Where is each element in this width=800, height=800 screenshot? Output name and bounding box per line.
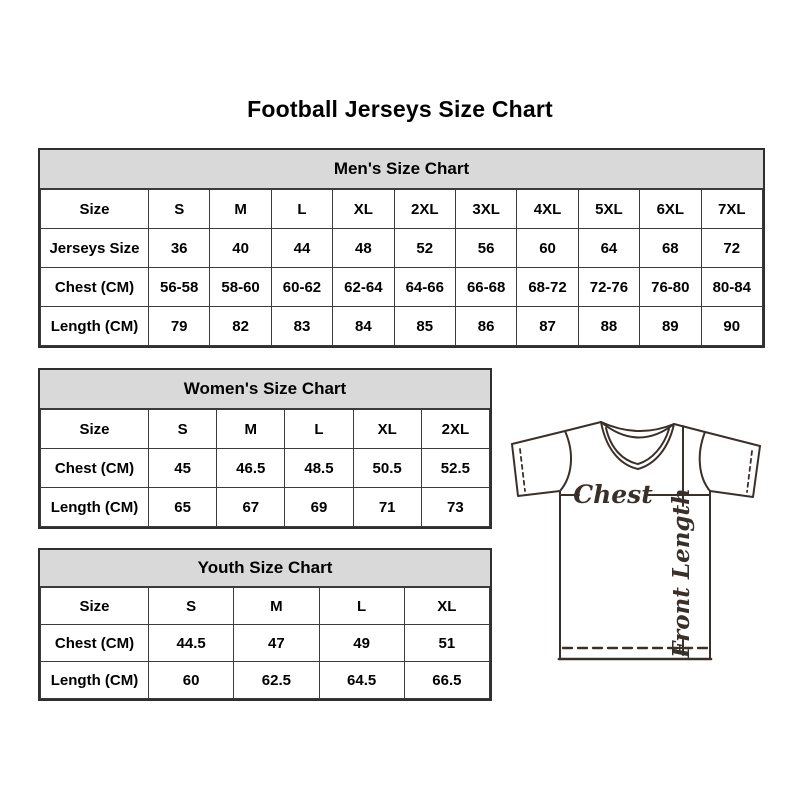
front-length-label: Front Length: [668, 488, 695, 658]
table-row: [41, 662, 490, 699]
size-header-cell: L: [319, 588, 404, 625]
size-header-cell: S: [149, 410, 217, 449]
table-row: [41, 307, 763, 346]
size-header-cell: 6XL: [640, 190, 701, 229]
size-header-cell: 3XL: [455, 190, 516, 229]
size-header-cell: S: [149, 190, 210, 229]
size-header-cell: XL: [333, 190, 394, 229]
value-cell: 73: [421, 488, 489, 527]
size-header-cell: XL: [353, 410, 421, 449]
table-row: [41, 268, 763, 307]
value-cell: 85: [394, 307, 455, 346]
size-header-cell: 2XL: [394, 190, 455, 229]
value-cell: 80-84: [701, 268, 762, 307]
row-label-cell: Chest (CM): [41, 625, 149, 662]
value-cell: 88: [578, 307, 639, 346]
value-cell: 50.5: [353, 449, 421, 488]
value-cell: 60: [149, 662, 234, 699]
value-cell: 84: [333, 307, 394, 346]
collar-inner-curve: [601, 422, 674, 438]
value-cell: 71: [353, 488, 421, 527]
size-header-cell: L: [285, 410, 353, 449]
row-label-cell: Jerseys Size: [41, 229, 149, 268]
jersey-measurement-diagram: [498, 398, 783, 683]
value-cell: 36: [149, 229, 210, 268]
table-row: [41, 190, 763, 229]
size-table-grid: [40, 587, 490, 699]
size-header-cell: M: [234, 588, 319, 625]
value-cell: 68: [640, 229, 701, 268]
table-row: [41, 410, 490, 449]
youth-table-body: [40, 587, 490, 699]
size-header-cell: 2XL: [421, 410, 489, 449]
value-cell: 69: [285, 488, 353, 527]
youth-table-title: Youth Size Chart: [40, 550, 490, 587]
value-cell: 46.5: [217, 449, 285, 488]
page-title: Football Jerseys Size Chart: [247, 96, 553, 122]
value-cell: 67: [217, 488, 285, 527]
table-row: [41, 625, 490, 662]
jersey-left-sleeve-seam: [560, 431, 571, 491]
value-cell: 52.5: [421, 449, 489, 488]
jersey-left-shoulder-line: [512, 422, 601, 444]
value-cell: 76-80: [640, 268, 701, 307]
value-cell: 82: [210, 307, 271, 346]
value-cell: 52: [394, 229, 455, 268]
size-header-cell: 4XL: [517, 190, 578, 229]
value-cell: 66.5: [404, 662, 489, 699]
value-cell: 86: [455, 307, 516, 346]
value-cell: 49: [319, 625, 404, 662]
value-cell: 45: [149, 449, 217, 488]
womens-size-table: [38, 368, 492, 529]
value-cell: 64.5: [319, 662, 404, 699]
value-cell: 83: [271, 307, 332, 346]
value-cell: 60-62: [271, 268, 332, 307]
size-header-cell: M: [210, 190, 271, 229]
value-cell: 48.5: [285, 449, 353, 488]
value-cell: 64-66: [394, 268, 455, 307]
size-table-grid: [40, 409, 490, 527]
row-label-cell: Size: [41, 190, 149, 229]
mens-size-table: [38, 148, 765, 348]
value-cell: 51: [404, 625, 489, 662]
row-label-cell: Length (CM): [41, 488, 149, 527]
row-label-cell: Size: [41, 410, 149, 449]
jersey-left-cuff-line: [512, 444, 560, 496]
value-cell: 68-72: [517, 268, 578, 307]
table-row: [41, 449, 490, 488]
size-header-cell: S: [149, 588, 234, 625]
jersey-right-sleeve-seam: [700, 432, 710, 491]
value-cell: 65: [149, 488, 217, 527]
value-cell: 66-68: [455, 268, 516, 307]
value-cell: 64: [578, 229, 639, 268]
size-header-cell: 7XL: [701, 190, 762, 229]
value-cell: 72: [701, 229, 762, 268]
mens-table-body: [40, 189, 763, 346]
value-cell: 44.5: [149, 625, 234, 662]
chest-label: Chest: [573, 480, 653, 509]
table-row: [41, 588, 490, 625]
womens-table-title: Women's Size Chart: [40, 370, 490, 409]
row-label-cell: Size: [41, 588, 149, 625]
value-cell: 48: [333, 229, 394, 268]
size-header-cell: XL: [404, 588, 489, 625]
row-label-cell: Chest (CM): [41, 449, 149, 488]
youth-size-table: [38, 548, 492, 701]
value-cell: 56-58: [149, 268, 210, 307]
table-row: [41, 488, 490, 527]
value-cell: 58-60: [210, 268, 271, 307]
mens-table-title: Men's Size Chart: [40, 150, 763, 189]
row-label-cell: Length (CM): [41, 307, 149, 346]
size-header-cell: 5XL: [578, 190, 639, 229]
value-cell: 62-64: [333, 268, 394, 307]
value-cell: 44: [271, 229, 332, 268]
value-cell: 47: [234, 625, 319, 662]
row-label-cell: Chest (CM): [41, 268, 149, 307]
value-cell: 87: [517, 307, 578, 346]
value-cell: 72-76: [578, 268, 639, 307]
size-header-cell: L: [271, 190, 332, 229]
value-cell: 79: [149, 307, 210, 346]
value-cell: 60: [517, 229, 578, 268]
womens-table-body: [40, 409, 490, 527]
value-cell: 89: [640, 307, 701, 346]
right-cuff-dashed-line: [747, 451, 752, 492]
value-cell: 40: [210, 229, 271, 268]
row-label-cell: Length (CM): [41, 662, 149, 699]
value-cell: 62.5: [234, 662, 319, 699]
value-cell: 90: [701, 307, 762, 346]
jersey-right-shoulder-line: [674, 424, 760, 446]
size-table-grid: [40, 189, 763, 346]
value-cell: 56: [455, 229, 516, 268]
table-row: [41, 229, 763, 268]
left-cuff-dashed-line: [520, 449, 525, 491]
size-header-cell: M: [217, 410, 285, 449]
